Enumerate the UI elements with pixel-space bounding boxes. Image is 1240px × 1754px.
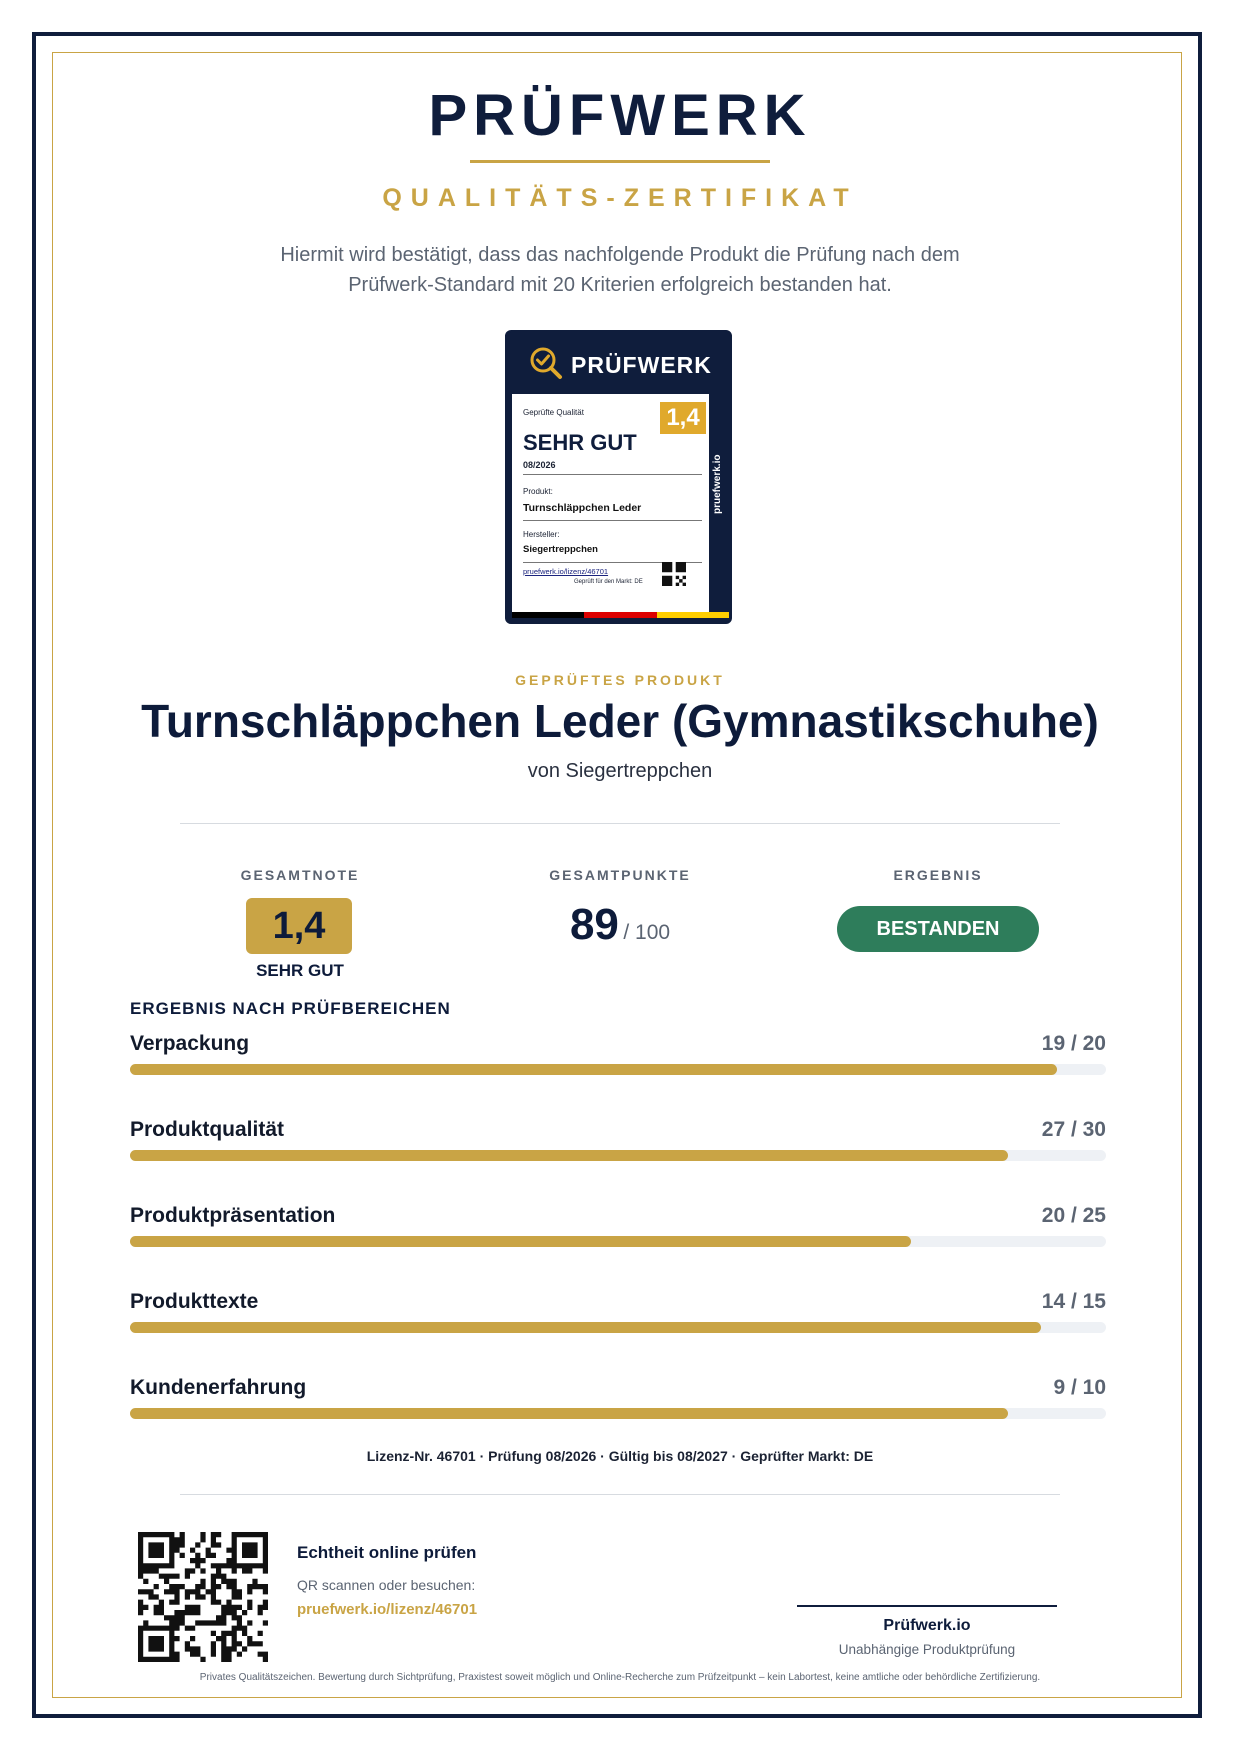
result-badge: BESTANDEN <box>837 906 1039 952</box>
progress-track <box>130 1236 1106 1247</box>
result-label: ERGEBNIS <box>893 867 983 883</box>
grade-word: SEHR GUT <box>256 961 344 980</box>
flag-stripe-gold <box>657 612 729 618</box>
quality-seal <box>505 330 732 624</box>
signature-line <box>797 1605 1057 1607</box>
divider <box>180 1494 1060 1495</box>
category-score: 9 / 10 <box>1053 1376 1106 1399</box>
category-name: Produktqualität <box>130 1118 285 1141</box>
progress-track <box>130 1322 1106 1333</box>
points-label: GESAMTPUNKTE <box>549 867 691 883</box>
product-label: GEPRÜFTES PRODUKT <box>515 672 725 688</box>
progress-track <box>130 1150 1106 1161</box>
progress-fill <box>130 1064 1057 1075</box>
category-name: Produkttexte <box>130 1290 259 1313</box>
flag-stripe-black <box>512 612 584 618</box>
progress-track <box>130 1408 1106 1419</box>
license-info: Lizenz-Nr. 46701 · Prüfung 08/2026 · Gültig bis 08/2027 · Geprüfter Markt: DE <box>366 1448 874 1464</box>
signature-name: Prüfwerk.io <box>883 1617 971 1634</box>
seal-grade-word: SEHR GUT <box>523 430 637 455</box>
seal-divider <box>523 474 702 475</box>
intro-line-2: Prüfwerk-Standard mit 20 Kriterien erfolgreich bestanden hat. <box>348 274 892 296</box>
total-points <box>520 900 720 950</box>
intro-line-1: Hiermit wird bestätigt, dass das nachfolgende Produkt die Prüfung nach dem <box>280 244 960 266</box>
seal-product: Turnschläppchen Leder <box>523 502 642 514</box>
category-name: Produktpräsentation <box>130 1204 336 1227</box>
progress-track <box>130 1064 1106 1075</box>
seal-date: 08/2026 <box>523 460 556 470</box>
category-score: 27 / 30 <box>1041 1118 1106 1141</box>
seal-brand: PRÜFWERK <box>571 352 712 378</box>
category-score: 20 / 25 <box>1041 1204 1106 1227</box>
certificate-subtitle: QUALITÄTS-ZERTIFIKAT <box>382 184 858 212</box>
verification-qr-code[interactable] <box>138 1532 268 1662</box>
sections-title: ERGEBNIS NACH PRÜFBEREICHEN <box>130 999 451 1018</box>
seal-divider <box>523 520 702 521</box>
progress-fill <box>130 1236 911 1247</box>
category-score: 19 / 20 <box>1041 1032 1106 1055</box>
grade-badge: 1,4 <box>246 898 352 954</box>
progress-fill <box>130 1150 1008 1161</box>
seal-side-strip <box>710 394 730 612</box>
grade-label: GESAMTNOTE <box>240 867 360 883</box>
qr-modules <box>138 1532 268 1662</box>
seal-flag-stripe <box>512 612 729 618</box>
brand-title: PRÜFWERK <box>428 83 812 148</box>
seal-maker: Siegertreppchen <box>523 544 598 555</box>
signature-subtitle: Unabhängige Produktprüfung <box>838 1642 1016 1657</box>
flag-stripe-red <box>584 612 656 618</box>
seal-side-text: pruefwerk.io <box>712 454 723 514</box>
verify-subtitle: QR scannen oder besuchen: <box>297 1577 476 1593</box>
divider <box>180 823 1060 824</box>
category-name: Kundenerfahrung <box>130 1376 307 1399</box>
progress-fill <box>130 1322 1041 1333</box>
category-score: 14 / 15 <box>1041 1290 1106 1313</box>
magnifier-check-icon <box>529 346 563 380</box>
seal-header <box>507 332 730 394</box>
seal-quality-label: Geprüfte Qualität <box>523 408 584 417</box>
product-manufacturer: von Siegertreppchen <box>527 760 713 782</box>
seal-market: Geprüft für den Markt: DE <box>574 579 643 585</box>
seal-link[interactable]: pruefwerk.io/lizenz/46701 <box>523 567 609 576</box>
intro-text <box>0 240 1240 300</box>
verify-title: Echtheit online prüfen <box>297 1543 477 1562</box>
progress-fill <box>130 1408 1008 1419</box>
points-value: 89 <box>569 900 619 949</box>
verify-link[interactable]: pruefwerk.io/lizenz/46701 <box>297 1601 478 1618</box>
disclaimer: Privates Qualitätszeichen. Bewertung durch Sichtprüfung, Praxistest soweit möglich und Online-Recherche zum Prüfzeitpunkt – kein Labortest, keine amtliche oder behördliche Zertifizierung. <box>199 1672 1041 1683</box>
brand-underline <box>470 160 770 163</box>
category-name: Verpackung <box>130 1032 250 1055</box>
seal-product-label: Produkt: <box>523 487 553 496</box>
seal-maker-label: Hersteller: <box>523 530 560 539</box>
seal-grade: 1,4 <box>660 402 706 434</box>
points-max: / 100 <box>623 921 671 944</box>
seal-qr-code <box>662 562 686 586</box>
product-title: Turnschläppchen Leder (Gymnastikschuhe) <box>141 695 1099 747</box>
